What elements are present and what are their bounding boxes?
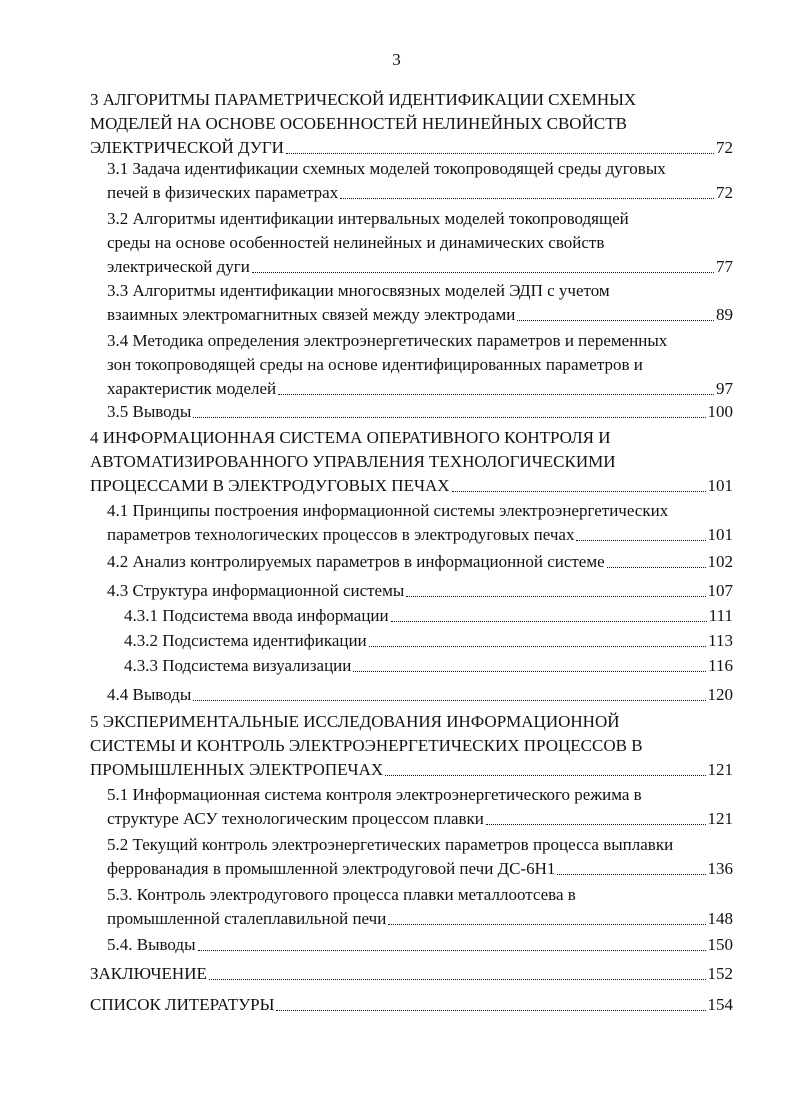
dot-leader xyxy=(198,950,706,951)
toc-entry-4-3-1[interactable] xyxy=(124,604,733,628)
toc-entry-line: 4 ИНФОРМАЦИОННАЯ СИСТЕМА ОПЕРАТИВНОГО КОНТРОЛЯ И xyxy=(90,428,611,447)
toc-entry-conclusion[interactable] xyxy=(90,962,733,986)
dot-leader xyxy=(486,824,706,825)
page-ref: 136 xyxy=(707,859,733,878)
page-ref: 107 xyxy=(707,581,733,600)
dot-leader xyxy=(406,596,705,597)
toc-entry-line: ЗАКЛЮЧЕНИЕ xyxy=(90,964,207,983)
dot-leader xyxy=(557,874,705,875)
dot-leader xyxy=(209,979,706,980)
toc-entry-3-5[interactable] xyxy=(107,400,733,424)
toc-entry-5-3[interactable] xyxy=(107,883,733,931)
dot-leader xyxy=(252,272,714,273)
toc-entry-line: МОДЕЛЕЙ НА ОСНОВЕ ОСОБЕННОСТЕЙ НЕЛИНЕЙНЫХ СВОЙСТВ xyxy=(90,114,627,133)
dot-leader xyxy=(278,394,714,395)
toc-entry-3-4[interactable] xyxy=(107,329,733,401)
toc-entry-line: печей в физических параметрах xyxy=(107,183,339,202)
page-ref: 152 xyxy=(707,964,733,983)
toc-entry-line: 3 АЛГОРИТМЫ ПАРАМЕТРИЧЕСКОЙ ИДЕНТИФИКАЦИИ СХЕМНЫХ xyxy=(90,90,637,109)
dot-leader xyxy=(452,491,706,492)
toc-entry-line: 4.2 Анализ контролируемых параметров в информационной системе xyxy=(107,552,605,571)
toc-entry-line: СПИСОК ЛИТЕРАТУРЫ xyxy=(90,995,275,1014)
toc-entry-3-2[interactable] xyxy=(107,207,733,279)
page-number: 3 xyxy=(392,50,401,69)
toc-entry-line: 4.3 Структура информационной системы xyxy=(107,581,405,600)
page-ref: 72 xyxy=(716,138,733,157)
toc-entry-3-1[interactable] xyxy=(107,157,733,205)
dot-leader xyxy=(385,775,705,776)
toc-entry-line: характеристик моделей xyxy=(107,379,277,398)
page-ref: 97 xyxy=(716,379,733,398)
page-ref: 113 xyxy=(708,631,733,650)
toc-entry-line: 4.1 Принципы построения информационной системы электроэнергетических xyxy=(107,501,669,520)
toc-entry-line: АВТОМАТИЗИРОВАННОГО УПРАВЛЕНИЯ ТЕХНОЛОГИЧЕСКИМИ xyxy=(90,452,616,471)
page-ref: 89 xyxy=(716,305,733,324)
toc-entry-5-2[interactable] xyxy=(107,833,733,881)
page-ref: 116 xyxy=(708,656,733,675)
dot-leader xyxy=(286,153,714,154)
toc-entry-line: 4.3.3 Подсистема визуализации xyxy=(124,656,352,675)
toc-entry-line: 3.1 Задача идентификации схемных моделей токопроводящей среды дуговых xyxy=(107,159,666,178)
page-ref: 148 xyxy=(707,909,733,928)
page-ref: 121 xyxy=(707,809,733,828)
dot-leader xyxy=(607,567,706,568)
toc-entry-references[interactable] xyxy=(90,993,733,1017)
page-ref: 154 xyxy=(707,995,733,1014)
toc-entry-line: 5.4. Выводы xyxy=(107,935,196,954)
page-ref: 120 xyxy=(707,685,733,704)
dot-leader xyxy=(193,700,705,701)
toc-entry-line: 3.2 Алгоритмы идентификации интервальных моделей токопроводящей xyxy=(107,209,629,228)
toc-entry-4-2[interactable] xyxy=(107,550,733,574)
toc-entry-line: среды на основе особенностей нелинейных и динамических свойств xyxy=(107,233,605,252)
page-ref: 102 xyxy=(707,552,733,571)
dot-leader xyxy=(391,621,707,622)
toc-entry-4-4[interactable] xyxy=(107,683,733,707)
toc-entry-line: 4.3.1 Подсистема ввода информации xyxy=(124,606,389,625)
toc-entry-line: взаимных электромагнитных связей между электродами xyxy=(107,305,516,324)
toc-entry-chapter-3[interactable] xyxy=(90,88,733,160)
page-ref: 72 xyxy=(716,183,733,202)
toc-entry-line: ЭЛЕКТРИЧЕСКОЙ ДУГИ xyxy=(90,138,284,157)
page-ref: 121 xyxy=(707,760,733,779)
dot-leader xyxy=(517,320,714,321)
page-ref: 101 xyxy=(707,476,733,495)
dot-leader xyxy=(276,1010,705,1011)
toc-entry-chapter-4[interactable] xyxy=(90,426,733,498)
toc-entry-5-4[interactable] xyxy=(107,933,733,957)
dot-leader xyxy=(576,540,705,541)
page-ref: 150 xyxy=(707,935,733,954)
toc-entry-line: 5.2 Текущий контроль электроэнергетических параметров процесса выплавки xyxy=(107,835,674,854)
toc-entry-line: 3.5 Выводы xyxy=(107,402,192,421)
toc-entry-line: 3.4 Методика определения электроэнергетических параметров и переменных xyxy=(107,331,668,350)
toc-entry-3-3[interactable] xyxy=(107,279,733,327)
dot-leader xyxy=(369,646,706,647)
toc-entry-4-3-3[interactable] xyxy=(124,654,733,678)
toc-entry-line: электрической дуги xyxy=(107,257,250,276)
toc-entry-line: СИСТЕМЫ И КОНТРОЛЬ ЭЛЕКТРОЭНЕРГЕТИЧЕСКИХ ПРОЦЕССОВ В xyxy=(90,736,643,755)
toc-entry-line: 4.4 Выводы xyxy=(107,685,192,704)
dot-leader xyxy=(353,671,706,672)
page-ref: 101 xyxy=(707,525,733,544)
dot-leader xyxy=(388,924,705,925)
toc-entry-line: зон токопроводящей среды на основе идентифицированных параметров и xyxy=(107,355,643,374)
dot-leader xyxy=(340,198,714,199)
toc-entry-line: 4.3.2 Подсистема идентификации xyxy=(124,631,367,650)
page-ref: 111 xyxy=(708,606,733,625)
toc-entry-line: ПРОМЫШЛЕННЫХ ЭЛЕКТРОПЕЧАХ xyxy=(90,760,384,779)
toc-entry-line: структуре АСУ технологическим процессом плавки xyxy=(107,809,484,828)
toc-entry-4-3-2[interactable] xyxy=(124,629,733,653)
toc-entry-line: 5 ЭКСПЕРИМЕНТАЛЬНЫЕ ИССЛЕДОВАНИЯ ИНФОРМАЦИОННОЙ xyxy=(90,712,620,731)
page-ref: 100 xyxy=(707,402,733,421)
toc-entry-line: феррованадия в промышленной электродуговой печи ДС-6Н1 xyxy=(107,859,556,878)
toc-entry-4-1[interactable] xyxy=(107,499,733,547)
toc-entry-4-3[interactable] xyxy=(107,579,733,603)
toc-entry-line: промышленной сталеплавильной печи xyxy=(107,909,387,928)
toc-entry-line: 5.1 Информационная система контроля электроэнергетического режима в xyxy=(107,785,642,804)
toc-entry-chapter-5[interactable] xyxy=(90,710,733,782)
toc-entry-5-1[interactable] xyxy=(107,783,733,831)
toc-entry-line: 5.3. Контроль электродугового процесса плавки металлоотсева в xyxy=(107,885,576,904)
dot-leader xyxy=(193,417,705,418)
toc-entry-line: ПРОЦЕССАМИ В ЭЛЕКТРОДУГОВЫХ ПЕЧАХ xyxy=(90,476,450,495)
toc-entry-line: параметров технологических процессов в электродуговых печах xyxy=(107,525,575,544)
toc-entry-line: 3.3 Алгоритмы идентификации многосвязных моделей ЭДП с учетом xyxy=(107,281,610,300)
page-ref: 77 xyxy=(716,257,733,276)
